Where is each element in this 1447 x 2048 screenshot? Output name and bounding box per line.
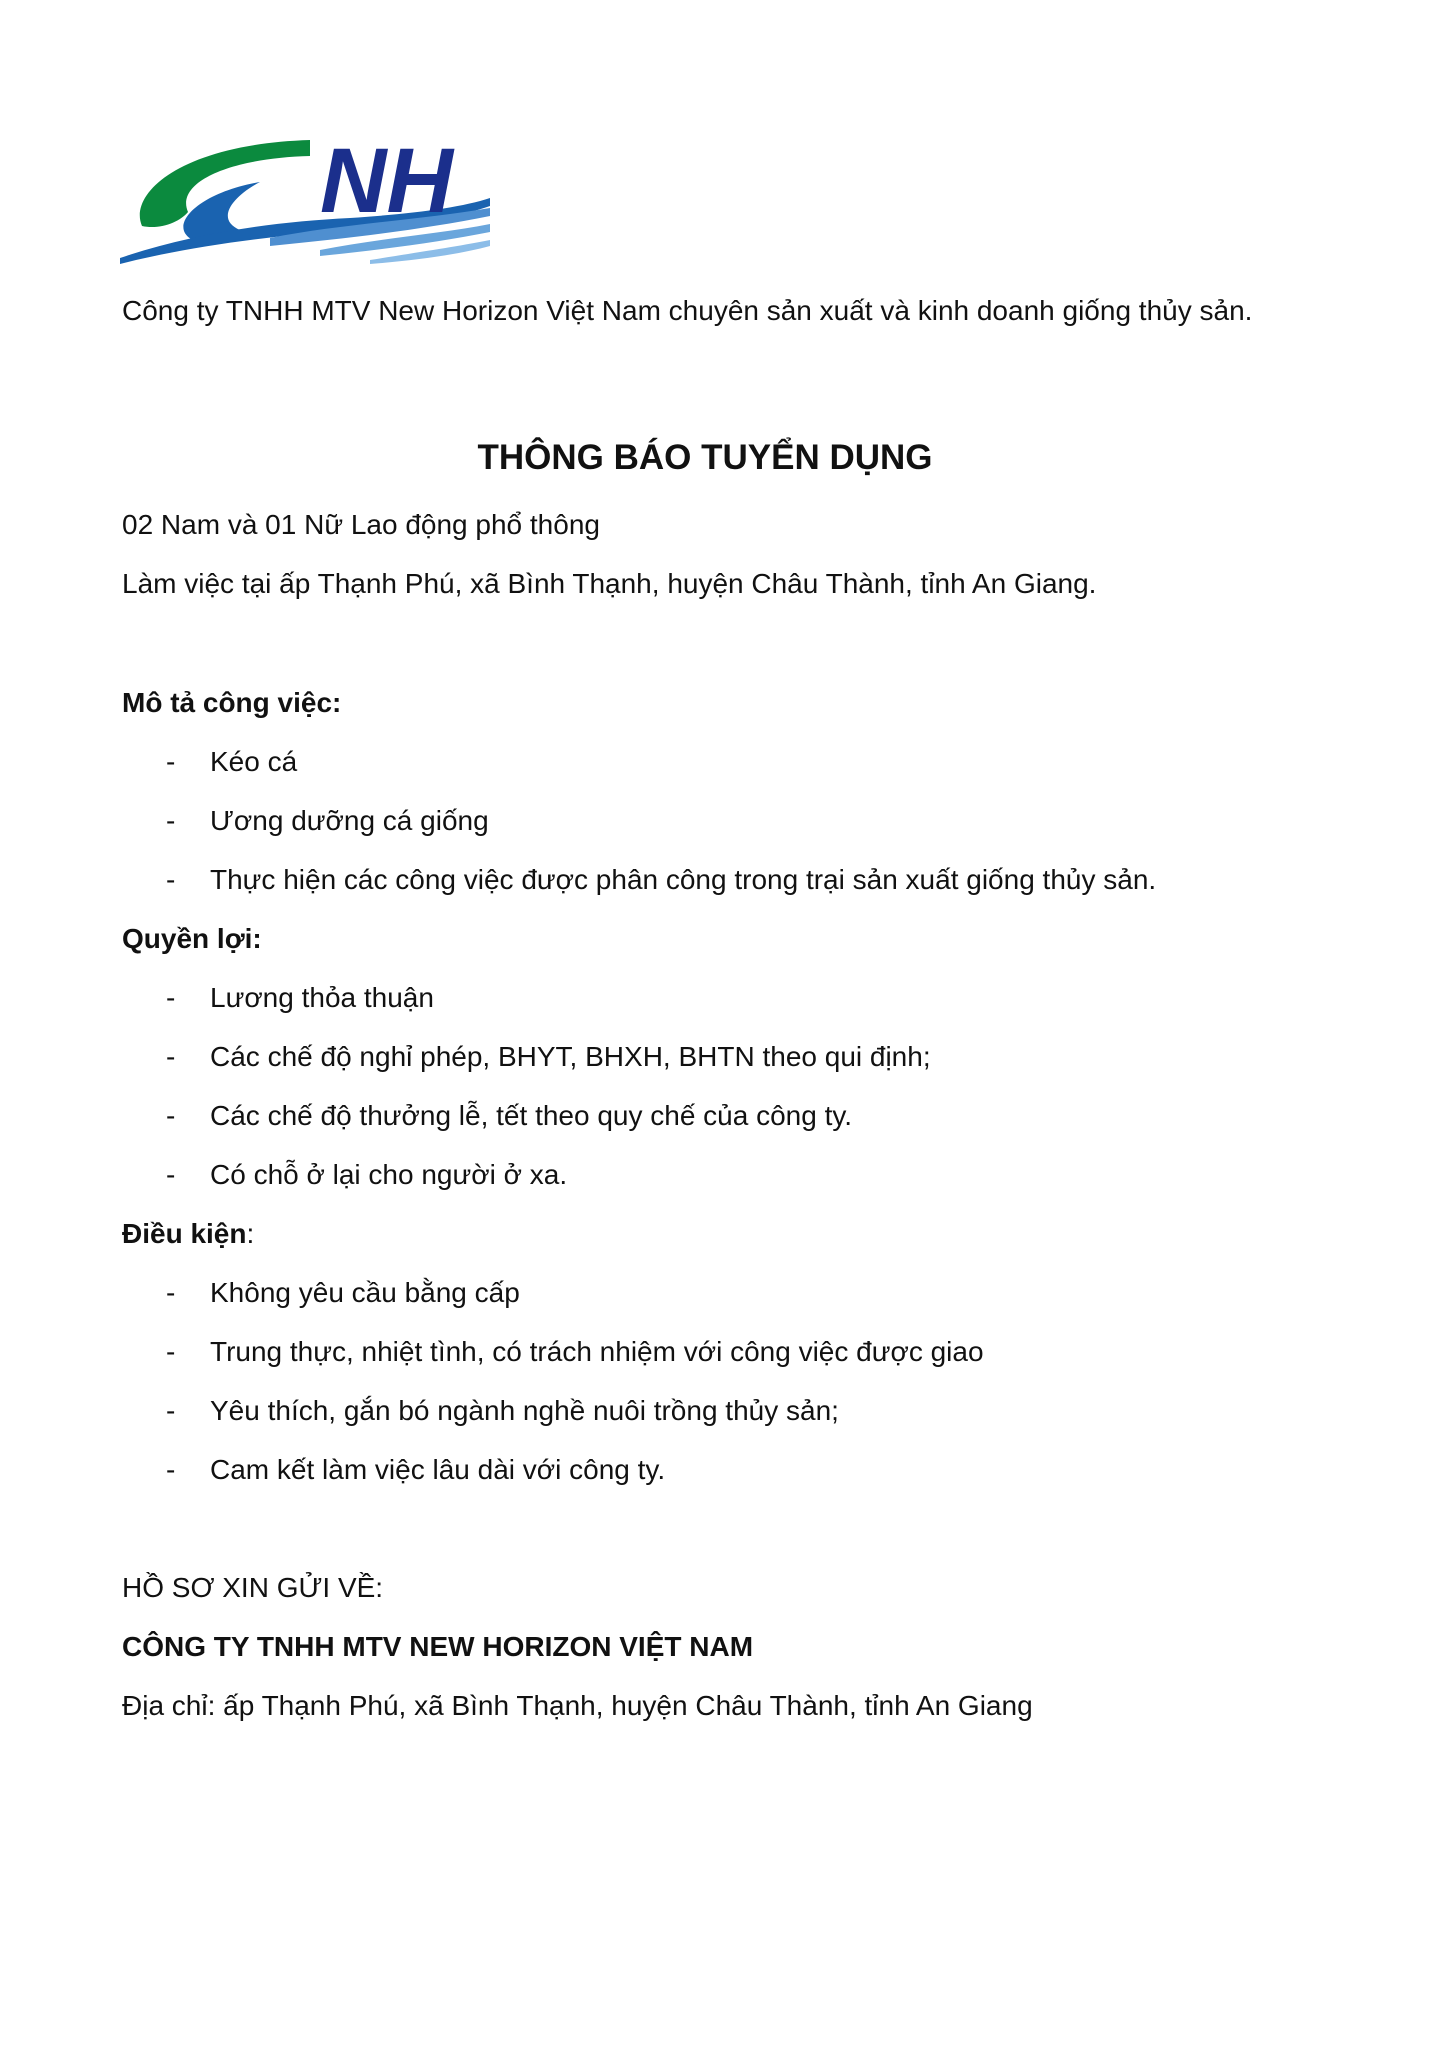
benefit-item: Các chế độ thưởng lễ, tết theo quy chế của công ty. <box>210 1100 853 1131</box>
bullet-dash: - <box>166 1395 176 1426</box>
bullet-dash: - <box>166 864 176 895</box>
requirements-heading <box>122 1215 254 1253</box>
bullet-dash: - <box>166 982 176 1013</box>
bullet-dash: - <box>166 1336 176 1367</box>
bullet-dash: - <box>166 805 176 836</box>
bullet-dash: - <box>166 1454 176 1485</box>
company-intro: Công ty TNHH MTV New Horizon Việt Nam chuyên sản xuất và kinh doanh giống thủy sản. <box>122 295 1253 326</box>
bullet-dash: - <box>166 1041 176 1072</box>
workplace-text: Làm việc tại ấp Thạnh Phú, xã Bình Thạnh, huyện Châu Thành, tỉnh An Giang. <box>122 568 1097 599</box>
benefit-item: Các chế độ nghỉ phép, BHYT, BHXH, BHTN theo qui định; <box>210 1041 931 1072</box>
requirements-heading-label: Điều kiện <box>122 1218 247 1249</box>
requirement-item: Yêu thích, gắn bó ngành nghề nuôi trồng thủy sản; <box>210 1395 839 1426</box>
requirement-item: Trung thực, nhiệt tình, có trách nhiệm với công việc được giao <box>210 1336 984 1367</box>
job-description-item: Kéo cá <box>210 746 298 777</box>
job-description-item: Ương dưỡng cá giống <box>210 805 489 836</box>
page-title: THÔNG BÁO TUYỂN DỤNG <box>477 438 933 477</box>
contact-address: Địa chỉ: ấp Thạnh Phú, xã Bình Thạnh, huyện Châu Thành, tỉnh An Giang <box>122 1690 1033 1721</box>
bullet-dash: - <box>166 746 176 777</box>
bullet-dash: - <box>166 1159 176 1190</box>
contact-label: HỒ SƠ XIN GỬI VỀ: <box>122 1572 384 1603</box>
logo-text: NH <box>320 134 453 232</box>
company-logo <box>120 134 490 264</box>
job-description-item: Thực hiện các công việc được phân công trong trại sản xuất giống thủy sản. <box>210 864 1157 895</box>
positions-text: 02 Nam và 01 Nữ Lao động phổ thông <box>122 509 600 540</box>
contact-company: CÔNG TY TNHH MTV NEW HORIZON VIỆT NAM <box>122 1631 754 1662</box>
requirement-item: Cam kết làm việc lâu dài với công ty. <box>210 1454 666 1485</box>
requirement-item: Không yêu cầu bằng cấp <box>210 1277 520 1308</box>
requirements-heading-colon: : <box>246 1218 255 1249</box>
logo-graphic <box>120 134 490 264</box>
benefit-item: Lương thỏa thuận <box>210 982 434 1013</box>
benefit-item: Có chỗ ở lại cho người ở xa. <box>210 1159 568 1190</box>
bullet-dash: - <box>166 1100 176 1131</box>
job-description-heading: Mô tả công việc: <box>122 687 342 718</box>
bullet-dash: - <box>166 1277 176 1308</box>
benefits-heading: Quyền lợi: <box>122 923 262 954</box>
